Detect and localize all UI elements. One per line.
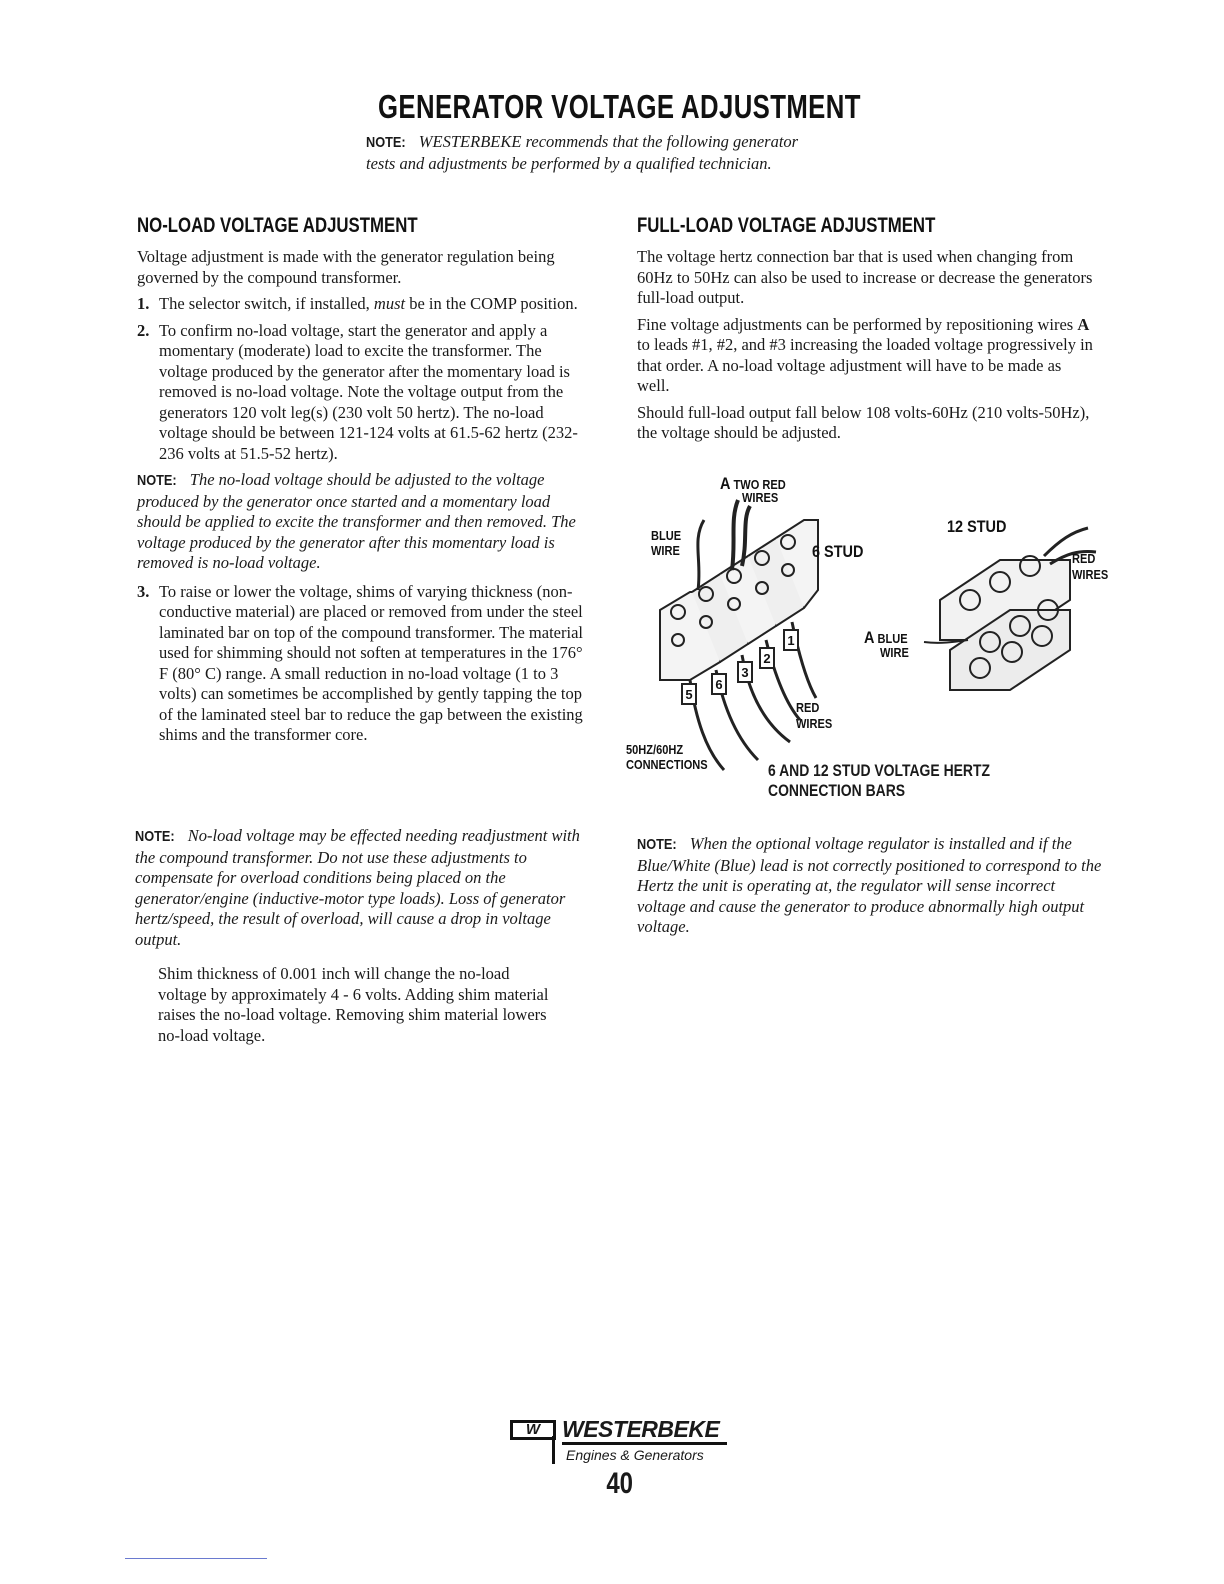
terminal-label-3: 3 [741, 665, 749, 680]
full-load-para-1: The voltage hertz connection bar that is used when changing from 60Hz to 50Hz can also be used to increase or decrease the generators full-load output. [637, 247, 1093, 307]
full-load-para-3: Should full-load output fall below 108 volts-60Hz (210 volts-50Hz), the voltage should be adjusted. [637, 402, 1090, 442]
intro-note [366, 131, 886, 174]
full-load-para-2 [637, 315, 1095, 397]
no-load-intro: Voltage adjustment is made with the generator regulation being governed by the compound transformer. [137, 247, 555, 287]
terminal-label-2: 2 [763, 651, 771, 666]
diagram-label-wire: WIRE [880, 645, 909, 660]
terminal-label-1: 1 [787, 633, 795, 648]
para-text: to leads #1, #2, and #3 increasing the loaded voltage progressively in that order. A no-load voltage adjustment will have to be made as well. [637, 335, 1093, 395]
diagram-label-red: RED [1072, 551, 1096, 566]
logo-tagline: Engines & Generators [566, 1447, 704, 1463]
diagram-label-12-stud: 12 STUD [947, 517, 1007, 536]
note-text: The no-load voltage should be adjusted to the voltage produced by the generator once started and a momentary load should be applied to excite the transformer and then removed. The voltage produced by the generator after this momentary load is removed is no-load voltage. [137, 470, 576, 572]
terminal-label-6: 6 [715, 677, 723, 692]
page-number-wrap [590, 1467, 650, 1501]
footnote-rule [125, 1558, 267, 1559]
shim-paragraph: Shim thickness of 0.001 inch will change the no-load voltage by approximately 4 - 6 volts. Adding shim material raises the no-load voltage. Removing shim material lowers no-load voltage. [158, 964, 549, 1045]
diagram-label-wires: WIRES [1072, 567, 1109, 582]
diagram-label-two-red: TWO RED [733, 477, 786, 492]
note-label: NOTE: [366, 134, 406, 151]
diagram-label-blue: BLUE [651, 528, 682, 543]
note-label: NOTE: [637, 836, 677, 853]
diagram-caption-line1: 6 AND 12 STUD VOLTAGE HERTZ [768, 761, 991, 780]
no-load-note [137, 470, 589, 574]
step-1 [137, 294, 589, 315]
diagram-label-wires: WIRES [742, 490, 779, 505]
logo-brand: WESTERBEKE [562, 1416, 727, 1445]
overload-note [135, 826, 589, 950]
note-label: NOTE: [137, 472, 177, 489]
para-bold: A [1077, 314, 1090, 334]
regulator-note [637, 834, 1107, 938]
no-load-heading: NO-LOAD VOLTAGE ADJUSTMENT [137, 214, 418, 237]
westerbeke-logo [510, 1418, 770, 1468]
diagram-label-red: RED [796, 700, 820, 715]
diagram-label-a: A [720, 474, 731, 493]
diagram-caption-line2: CONNECTION BARS [768, 781, 906, 800]
full-load-heading: FULL-LOAD VOLTAGE ADJUSTMENT [637, 214, 936, 237]
diagram-label-wires: WIRES [796, 716, 833, 731]
step-text: be in the COMP position. [405, 294, 578, 313]
step-3 [137, 582, 589, 746]
step-text: To confirm no-load voltage, start the generator and apply a momentary (moderate) load to excite the transformer. The voltage produced by the generator after the momentary load is removed is no-load voltage. Note the voltage output from the generators 120 volt leg(s) (230 volt 50 hertz). The no-load voltage should be between 121-124 volts at 61.5-62 hertz (232- 236 volts at 51.5-52 hertz). [159, 320, 578, 463]
diagram-label-a: A [864, 628, 875, 647]
logo-divider [552, 1436, 555, 1464]
step-text: To raise or lower the voltage, shims of varying thickness (non-conductive material) are placed or removed from under the steel laminated bar on top of the compound transformer. The material used for shimming should not soften at temperatures in the 176° F (80° C) range. A small reduction in no-load voltage (1 to 3 volts) can sometimes be accomplished by gently tapping the top of the laminated steel bar to reduce the gap between the existing shims and the transformer core. [159, 581, 583, 744]
diagram-label-connections: CONNECTIONS [626, 757, 708, 772]
para-text: Fine voltage adjustments can be performed by repositioning wires [637, 314, 1078, 334]
page-title: GENERATOR VOLTAGE ADJUSTMENT [378, 88, 861, 125]
left-column [137, 247, 589, 752]
right-column [637, 247, 1095, 450]
note-text: When the optional voltage regulator is installed and if the Blue/White (Blue) lead is not correctly positioned to correspond to the Hertz the unit is operating at, the regulator will sense incorrect voltage and cause the generator to produce abnormally high output voltage. [637, 834, 1102, 936]
step-number: 2. [137, 320, 150, 340]
diagram-label-6-stud: 6 STUD [812, 542, 864, 561]
note-text: No-load voltage may be effected needing readjustment with the compound transformer. Do not use these adjustments to compensate for overload conditions being placed on the generator/engine (inductive-motor type loads). Loss of generator hertz/speed, the result of overload, will cause a drop in voltage output. [135, 826, 580, 949]
diagram-label-50hz-60hz: 50HZ/60HZ [626, 742, 684, 757]
terminal-label-5: 5 [685, 687, 693, 702]
diagram-label-wire: WIRE [651, 543, 680, 558]
diagram-label-blue: BLUE [877, 631, 908, 646]
intro-note-line2: tests and adjustments be performed by a qualified technician. [366, 154, 772, 173]
step-emphasis: must [373, 294, 406, 313]
logo-mark: W [510, 1420, 556, 1440]
diagram-caption [768, 761, 990, 801]
note-label: NOTE: [135, 828, 175, 845]
page-number: 40 [606, 1467, 634, 1500]
step-number: 1. [137, 294, 150, 313]
twelve-stud-bar [924, 528, 1096, 690]
step-number: 3. [137, 581, 150, 601]
step-2 [137, 321, 589, 465]
intro-note-line1: WESTERBEKE recommends that the following generator [418, 132, 799, 151]
step-text: The selector switch, if installed, [159, 294, 374, 313]
six-stud-bar [660, 520, 818, 680]
